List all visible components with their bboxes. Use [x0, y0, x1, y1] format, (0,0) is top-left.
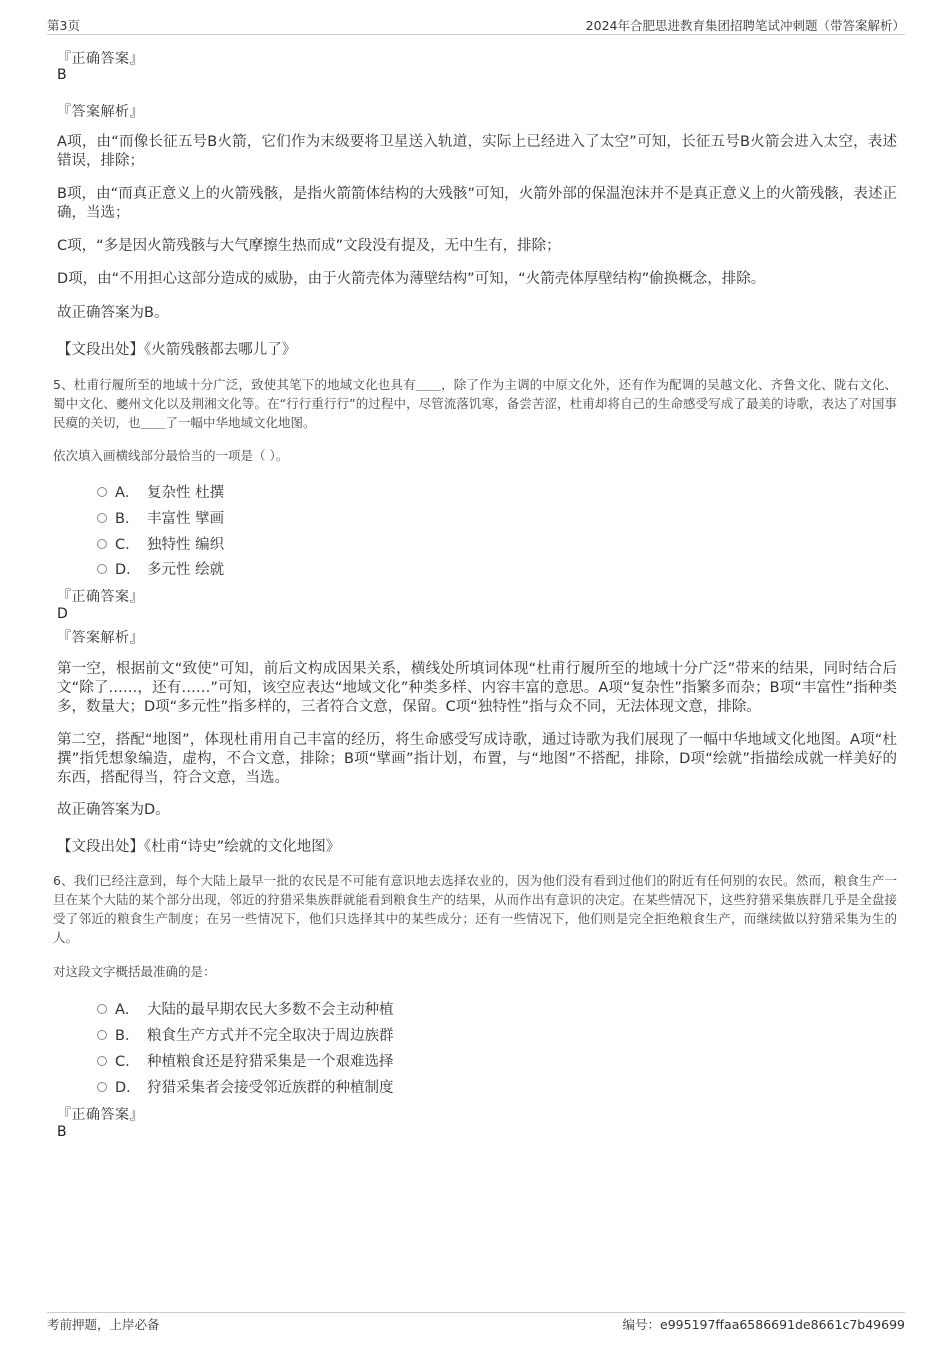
- radio-icon[interactable]: [97, 1030, 107, 1040]
- q5-analysis-label: 『答案解析』: [57, 630, 144, 646]
- q6-prompt: 对这段文字概括最准确的是：: [53, 964, 216, 979]
- q4-analysis-d: D项，由“不用担心这部分造成的威胁，由于火箭壳体为薄壁结构”可知，“火箭壳体厚壁结构”偷换概念，排除。: [57, 271, 766, 287]
- document-title: 2024年合肥思进教育集团招聘笔试冲刺题（带答案解析）: [585, 18, 905, 33]
- q5-stem: 5、杜甫行履所至的地域十分广泛，致使其笔下的地域文化也具有＿＿，除了作为主调的中原文化外，还有作为配调的吴越文化、齐鲁文化、陇右文化、蜀中文化、夔州文化以及荆湘文化等。在“行行重行行”的过程中，尽管流落饥寒，备尝苦涩，杜甫却将自己的生命感受写成了最美的诗歌，表达了对国事民瘼的关切，也＿＿了一幅中华地域文化地图。: [53, 377, 897, 430]
- q4-analysis-a: A项，由“而像长征五号B火箭，它们作为末级要将卫星送入轨道，实际上已经进入了太空”可知，长征五号B火箭会进入太空，表述错误，排除；: [57, 134, 897, 169]
- page-header: [47, 14, 905, 35]
- q5-option-b[interactable]: B． 丰富性 擘画: [97, 507, 224, 527]
- q4-analysis-label: 『答案解析』: [57, 104, 144, 120]
- q6-answer: B: [57, 1124, 67, 1140]
- q4-analysis-b: B项，由“而真正意义上的火箭残骸，是指火箭箭体结构的大残骸”可知，火箭外部的保温泡沫并不是真正意义上的火箭残骸，表述正确，当选；: [57, 186, 897, 221]
- q6-stem: 6、我们已经注意到，每个大陆上最早一批的农民是不可能有意识地去选择农业的，因为他们没有看到过他们的附近有任何别的农民。然而，粮食生产一旦在某个大陆的某个部分出现，邻近的狩猎采集族群就能看到粮食生产的结果，从而作出有意识的决定。在某些情况下，这些狩猎采集族群几乎是全盘接受了邻近的粮食生产制度；在另一些情况下，他们只选择其中的某些成分；还有一些情况下，他们则是完全拒绝粮食生产，而继续做以狩猎采集为生的人。: [53, 873, 897, 945]
- radio-icon[interactable]: [97, 1004, 107, 1014]
- q5-option-c[interactable]: C． 独特性 编织: [97, 533, 224, 553]
- q6-option-b[interactable]: B． 粮食生产方式并不完全取决于周边族群: [97, 1024, 394, 1044]
- radio-icon[interactable]: [97, 564, 107, 574]
- q5-analysis-first: 第一空，根据前文“致使”可知，前后文构成因果关系，横线处所填词体现“杜甫行履所至的地域十分广泛”带来的结果，同时结合后文“除了……，还有……”可知，该空应表达“地域文化”种类多样、内容丰富的意思。A项“复杂性”指繁多而杂；B项“丰富性”指种类多，数量大；D项“多元性”指多样的，三者符合文意，保留。C项“独特性”指与众不同，无法体现文意，排除。: [57, 661, 897, 715]
- q5-option-a[interactable]: A． 复杂性 杜撰: [97, 481, 224, 501]
- footer-slogan: 考前押题，上岸必备: [47, 1317, 160, 1332]
- q4-conclusion: 故正确答案为B。: [57, 305, 169, 321]
- q6-answer-label: 『正确答案』: [57, 1107, 144, 1123]
- q4-source: 【文段出处】《火箭残骸都去哪儿了》: [57, 342, 297, 358]
- q6-option-a[interactable]: A． 大陆的最早期农民大多数不会主动种植: [97, 998, 394, 1018]
- q4-answer-label: 『正确答案』: [57, 51, 144, 67]
- radio-icon[interactable]: [97, 487, 107, 497]
- q6-option-c[interactable]: C． 种植粮食还是狩猎采集是一个艰难选择: [97, 1050, 394, 1070]
- radio-icon[interactable]: [97, 513, 107, 523]
- q5-analysis-second: 第二空，搭配“地图”，体现杜甫用自己丰富的经历，将生命感受写成诗歌，通过诗歌为我们展现了一幅中华地域文化地图。A项“杜撰”指凭想象编造，虚构，不合文意，排除；B项“擘画”指计划，布置，与“地图”不搭配，排除，D项“绘就”指描绘成就一样美好的东西，搭配得当，符合文意，当选。: [57, 732, 897, 786]
- q6-option-d[interactable]: D． 狩猎采集者会接受邻近族群的种植制度: [97, 1076, 394, 1096]
- q4-analysis-c: C项，“多是因火箭残骸与大气摩擦生热而成”文段没有提及，无中生有，排除；: [57, 238, 561, 254]
- radio-icon[interactable]: [97, 1082, 107, 1092]
- q5-source: 【文段出处】《杜甫“诗史”绘就的文化地图》: [57, 839, 341, 855]
- page-number: 第3页: [47, 18, 80, 33]
- q5-option-d[interactable]: D． 多元性 绘就: [97, 558, 224, 578]
- q5-prompt: 依次填入画横线部分最恰当的一项是（ ）。: [53, 448, 289, 463]
- radio-icon[interactable]: [97, 1056, 107, 1066]
- q4-answer: B: [57, 67, 67, 83]
- q5-conclusion: 故正确答案为D。: [57, 802, 170, 818]
- document-code: 编号：e995197ffaa6586691de8661c7b49699: [622, 1317, 905, 1332]
- q5-answer: D: [57, 606, 68, 622]
- radio-icon[interactable]: [97, 539, 107, 549]
- page-footer: [47, 1312, 905, 1335]
- q5-answer-label: 『正确答案』: [57, 589, 144, 605]
